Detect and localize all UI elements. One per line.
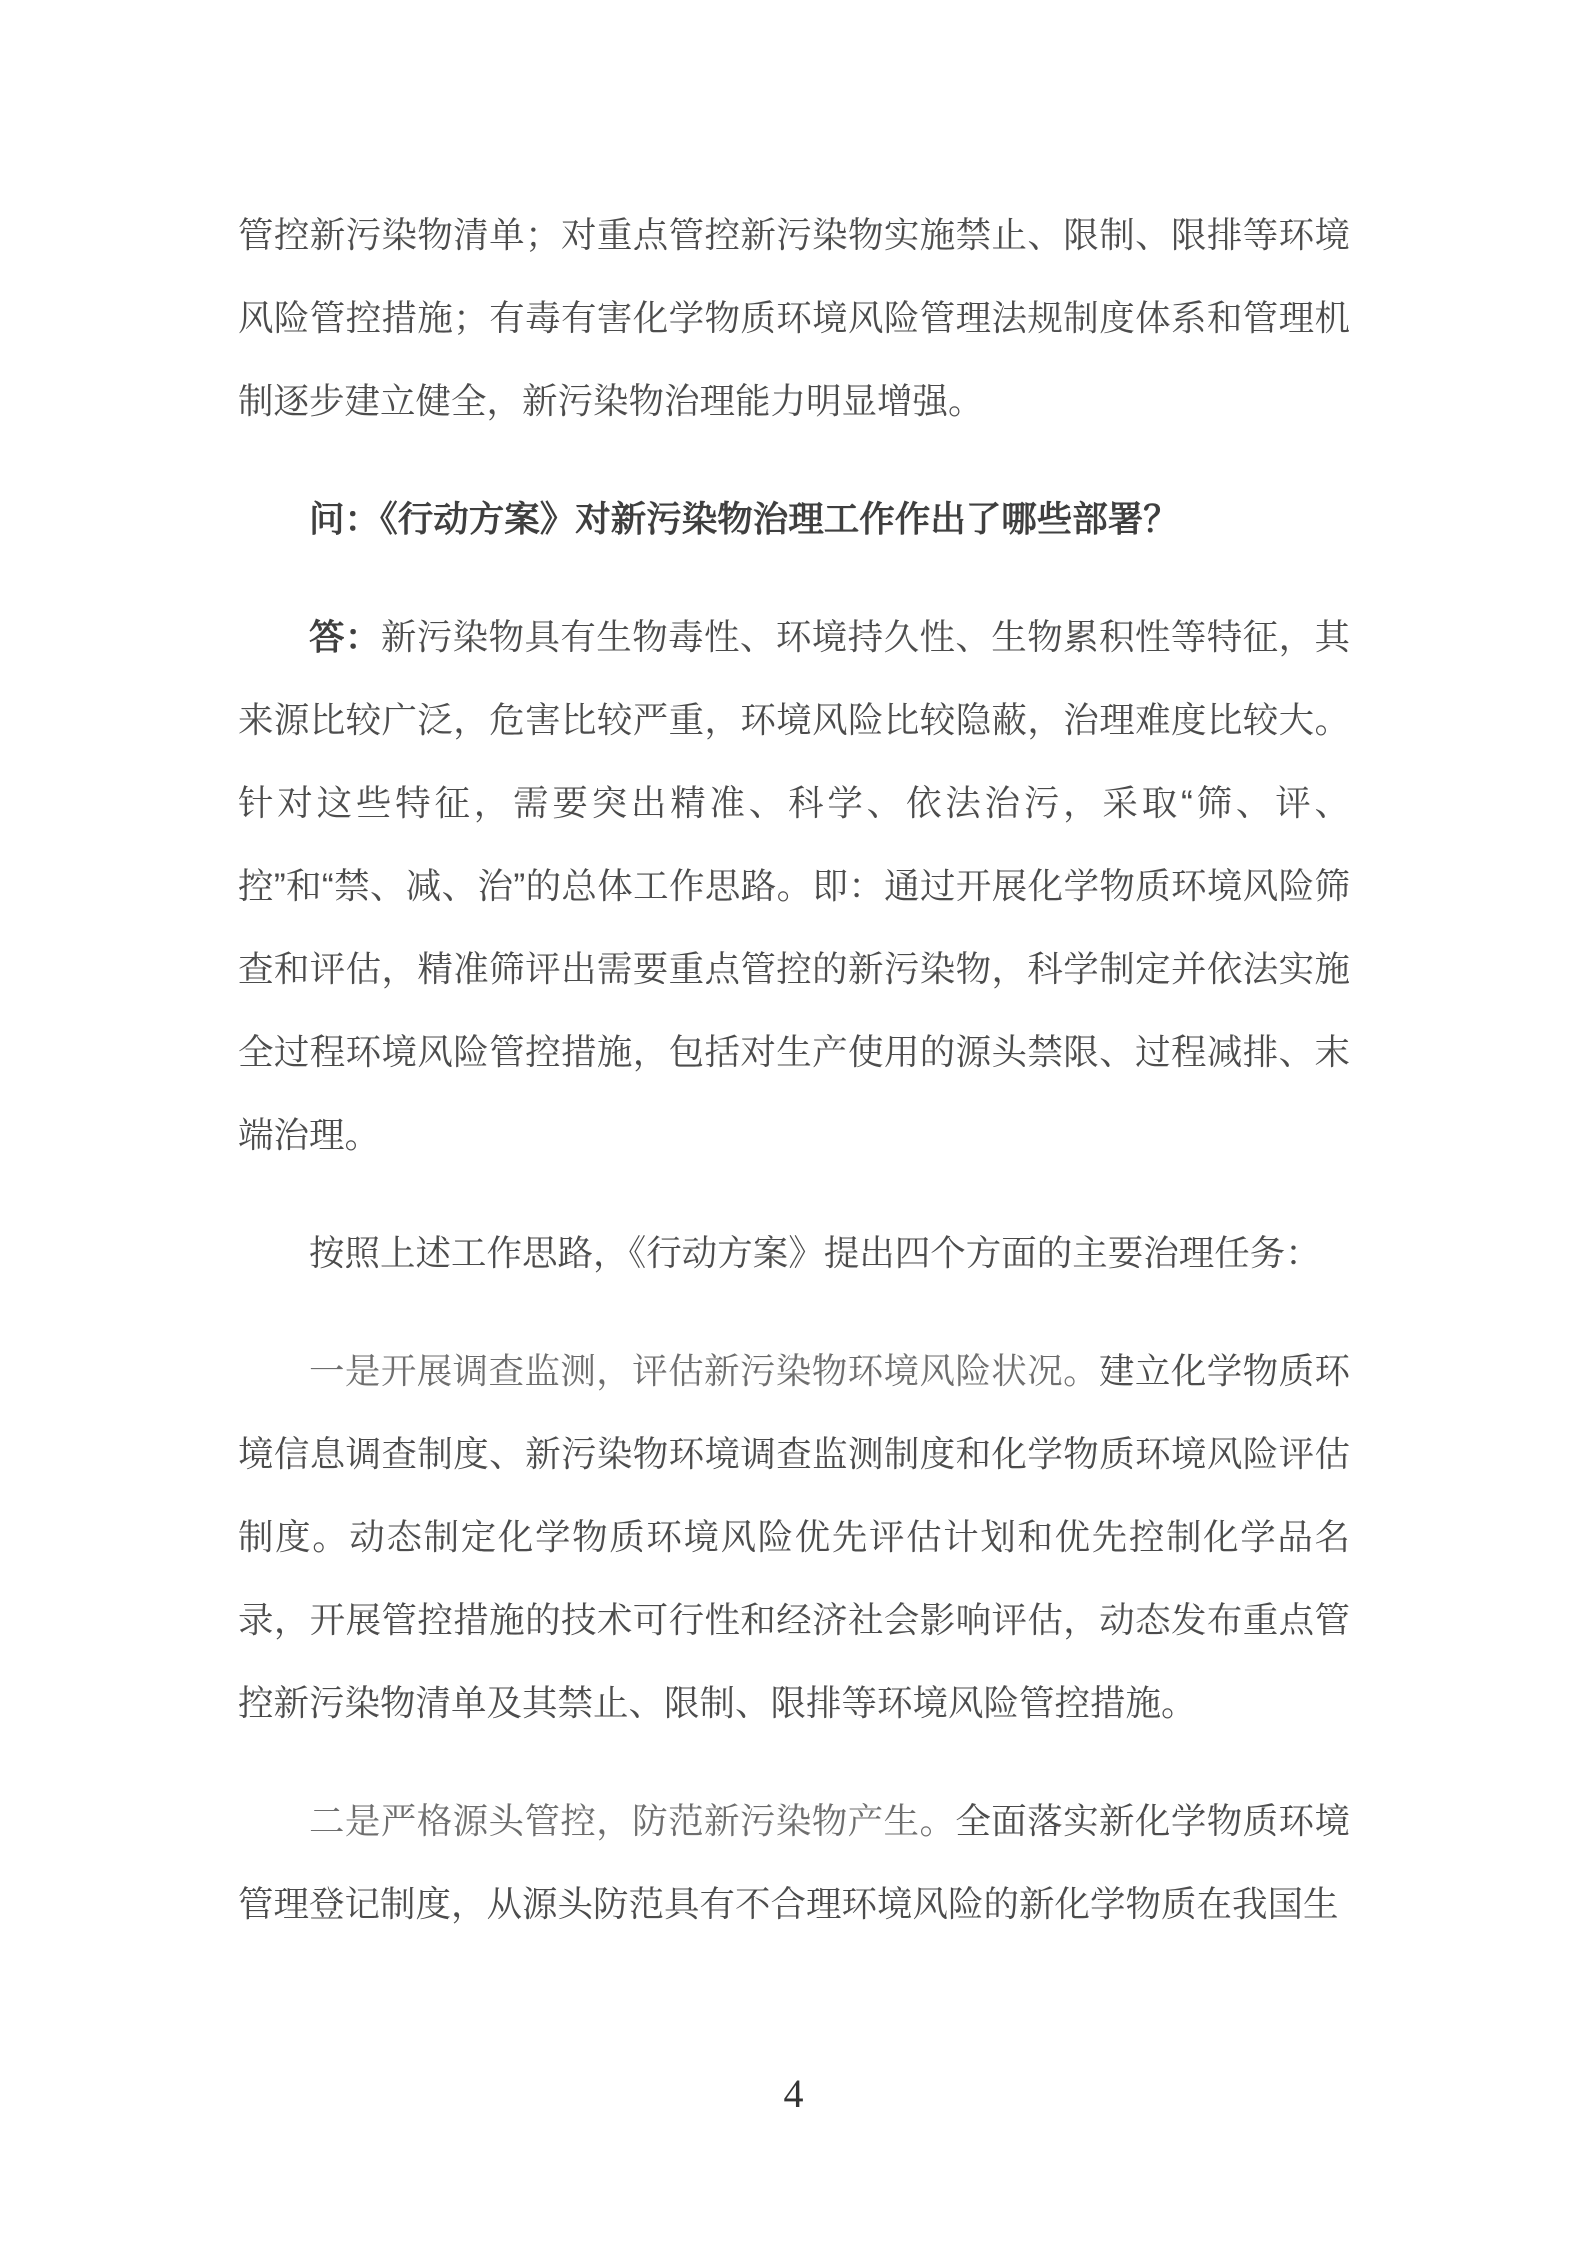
document-body	[238, 194, 1350, 1981]
text-segment-kaiti: 二是严格源头管控，防范新污染物产生。	[309, 1801, 956, 1841]
answer-paragraph	[238, 596, 1350, 1177]
page-number: 4	[783, 2071, 804, 2116]
text-segment-regular: 全面落实新化学物质环境管理登记制度，从源头防范具有不合理环境风险的新化学物质在我国生	[238, 1801, 1350, 1924]
question-paragraph	[238, 478, 1350, 561]
text-segment-regular: 管控新污染物清单；对重点管控新污染物实施禁止、限制、限排等环境风险管控措施；有毒有害化学物质环境风险管理法规制度体系和管理机制逐步建立健全，新污染物治理能力明显增强。	[238, 215, 1350, 421]
text-segment-regular: 按照上述工作思路，《行动方案》提出四个方面的主要治理任务：	[309, 1233, 1321, 1273]
intro-paragraph	[238, 1212, 1350, 1295]
page-footer	[0, 2070, 1587, 2118]
text-segment-bold: 答：	[309, 617, 381, 657]
task-2-paragraph	[238, 1780, 1350, 1946]
text-segment-kaiti: 一是开展调查监测，评估新污染物环境风险状况。	[309, 1351, 1100, 1391]
text-segment-regular: 建立化学物质环境信息调查制度、新污染物环境调查监测制度和化学物质环境风险评估制度。动态制定化学物质环境风险优先评估计划和优先控制化学品名录，开展管控措施的技术可行性和经济社会影响评估，动态发布重点管控新污染物清单及其禁止、限制、限排等环境风险管控措施。	[238, 1351, 1350, 1723]
task-1-paragraph	[238, 1330, 1350, 1745]
text-segment-bold: 问：《行动方案》对新污染物治理工作作出了哪些部署？	[309, 499, 1179, 539]
paragraph-continuation	[238, 194, 1350, 443]
text-segment-regular: 新污染物具有生物毒性、环境持久性、生物累积性等特征，其来源比较广泛，危害比较严重，环境风险比较隐蔽，治理难度比较大。针对这些特征，需要突出精准、科学、依法治污，采取“筛、评、控”和“禁、减、治”的总体工作思路。即：通过开展化学物质环境风险筛查和评估，精准筛评出需要重点管控的新污染物，科学制定并依法实施全过程环境风险管控措施，包括对生产使用的源头禁限、过程减排、末端治理。	[238, 617, 1350, 1155]
